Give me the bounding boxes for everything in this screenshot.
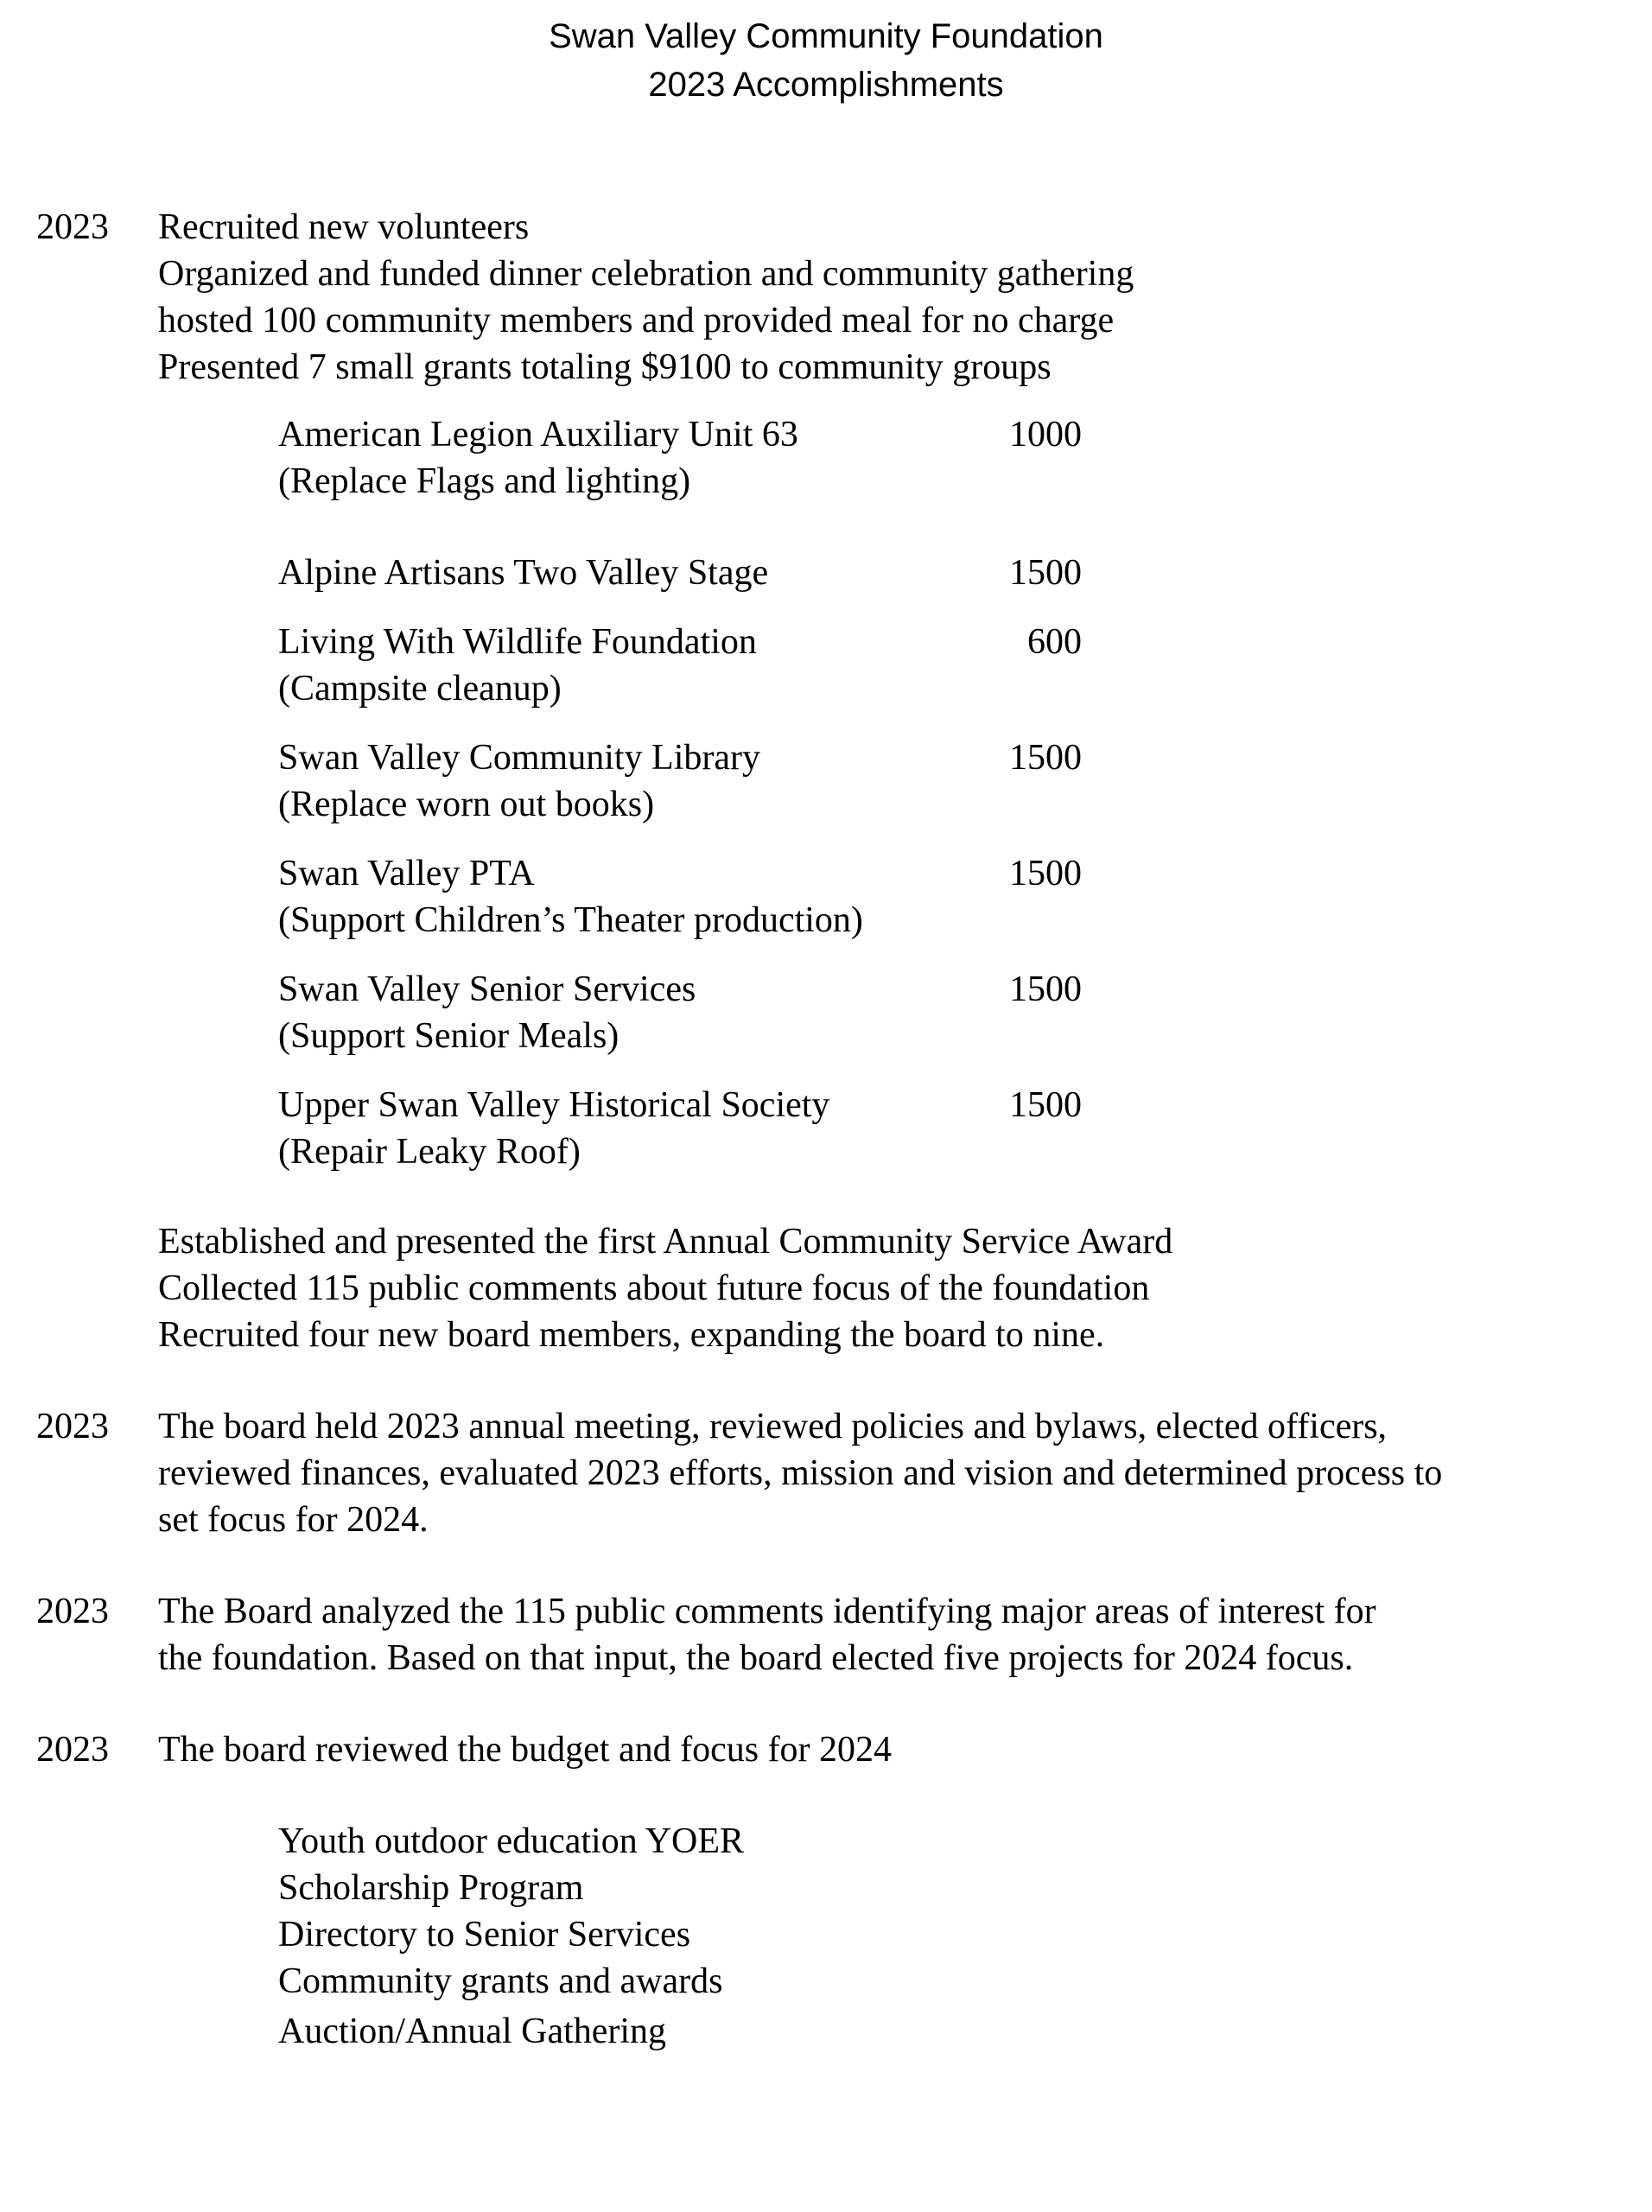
grant-amount: 1500 (1009, 1085, 1082, 1125)
entry-line: Presented 7 small grants totaling $9100 to community groups (158, 347, 1052, 387)
focus-item: Community grants and awards (278, 1961, 723, 2001)
entry-line: the foundation. Based on that input, the board elected five projects for 2024 focus. (158, 1638, 1354, 1678)
grant-amount: 1500 (1009, 738, 1082, 778)
entry-line: Organized and funded dinner celebration and community gathering (158, 254, 1134, 294)
entry-year: 2023 (36, 1592, 109, 1631)
entry-line: set focus for 2024. (158, 1500, 429, 1540)
entry-line: Collected 115 public comments about future focus of the foundation (158, 1268, 1150, 1308)
grant-note: (Repair Leaky Roof) (278, 1132, 581, 1172)
grant-amount: 1500 (1009, 969, 1082, 1009)
entry-year: 2023 (36, 1730, 109, 1770)
grant-amount: 1000 (1009, 415, 1082, 454)
focus-item: Auction/Annual Gathering (278, 2012, 667, 2051)
document-title: Swan Valley Community Foundation (549, 17, 1103, 55)
entry-year: 2023 (36, 1407, 109, 1446)
entry-line: Established and presented the first Annual Community Service Award (158, 1222, 1173, 1262)
grant-note: (Support Senior Meals) (278, 1016, 620, 1056)
grant-amount: 600 (1027, 622, 1082, 662)
entry-line: Recruited four new board members, expanding the board to nine. (158, 1315, 1105, 1355)
document-header (0, 12, 1652, 109)
entry-line: The board held 2023 annual meeting, reviewed policies and bylaws, elected officers, (158, 1407, 1388, 1446)
grant-amount: 1500 (1009, 854, 1082, 893)
grant-name: Living With Wildlife Foundation (278, 622, 757, 662)
focus-item: Scholarship Program (278, 1868, 584, 1908)
grant-note: (Campsite cleanup) (278, 669, 562, 709)
grant-name: Alpine Artisans Two Valley Stage (278, 553, 769, 593)
grant-name: Swan Valley Senior Services (278, 969, 696, 1009)
entry-line: The board reviewed the budget and focus for 2024 (158, 1730, 893, 1770)
entry-line: The Board analyzed the 115 public comments identifying major areas of interest for (158, 1592, 1376, 1631)
entry-line: Recruited new volunteers (158, 207, 530, 247)
grant-amount: 1500 (1009, 553, 1082, 593)
grant-name: Upper Swan Valley Historical Society (278, 1085, 830, 1125)
grant-note: (Replace Flags and lighting) (278, 461, 691, 501)
entry-year: 2023 (36, 207, 109, 247)
entry-line: reviewed finances, evaluated 2023 efforts, mission and vision and determined process to (158, 1453, 1443, 1493)
grant-note: (Support Children’s Theater production) (278, 900, 863, 940)
grant-name: Swan Valley PTA (278, 854, 535, 893)
grant-name: Swan Valley Community Library (278, 738, 760, 778)
entry-line: hosted 100 community members and provided meal for no charge (158, 301, 1115, 340)
focus-item: Youth outdoor education YOER (278, 1821, 744, 1861)
document-subtitle: 2023 Accomplishments (648, 66, 1004, 104)
grant-name: American Legion Auxiliary Unit 63 (278, 415, 798, 454)
grant-note: (Replace worn out books) (278, 785, 655, 824)
focus-item: Directory to Senior Services (278, 1915, 691, 1955)
